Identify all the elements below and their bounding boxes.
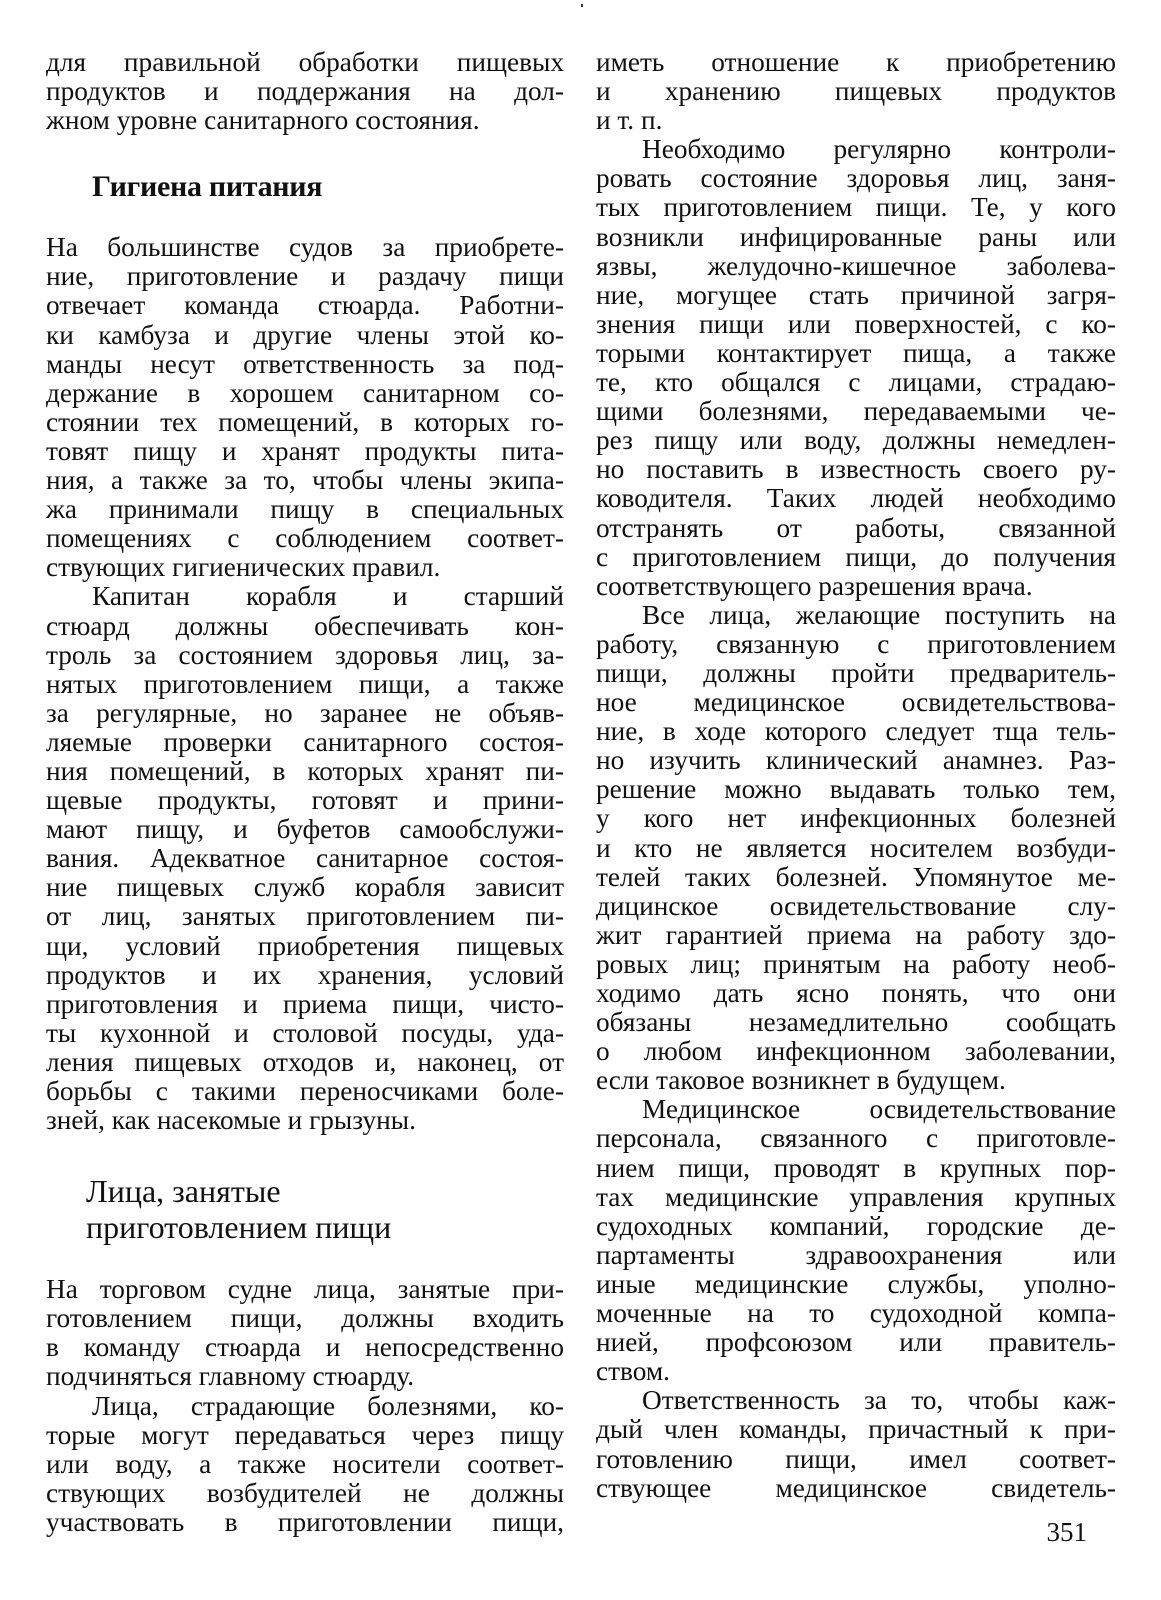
text-line: моченные на то судоходной компа- — [596, 1299, 1116, 1329]
text-line: держание в хорошем санитарном со- — [46, 378, 564, 408]
text-line: Ответственность за то, чтобы каж- — [642, 1386, 1116, 1416]
text-line: с приготовлением пищи, до получения — [596, 542, 1116, 572]
text-line: дый член команды, причастный к при- — [596, 1415, 1116, 1445]
text-line: решение можно выдавать только тем, — [596, 775, 1116, 805]
text-line: подчиняться главному стюарду. — [46, 1362, 415, 1392]
text-line: иные медицинские службы, уполно- — [596, 1269, 1116, 1299]
heading-line: Лица, занятые — [86, 1173, 281, 1210]
text-line: помещениях с соблюдением соответ- — [46, 524, 564, 554]
text-line: судоходных компаний, городские де- — [596, 1211, 1116, 1241]
text-line: ние, приготовление и раздачу пищи — [46, 262, 564, 292]
text-line: или воду, а также носители соответ- — [46, 1449, 564, 1479]
text-line: для правильной обработки пищевых — [46, 48, 564, 77]
text-line: ствующее медицинское свидетель- — [596, 1473, 1116, 1503]
section-heading-food-handlers — [46, 1173, 564, 1245]
right-intro-paragraph — [596, 48, 1116, 135]
text-line: работу, связанную с приготовлением — [596, 629, 1116, 659]
text-line: от лиц, занятых приготовлением пи- — [46, 902, 564, 932]
text-line: соответствующего разрешения врача. — [596, 571, 1033, 601]
text-line: готовлением пищи, должны входить — [46, 1304, 564, 1334]
section-heading-hygiene: Гигиена питания — [92, 170, 323, 204]
scan-speck — [581, 4, 583, 7]
text-line: нятых приготовлением пищи, а также — [46, 669, 564, 699]
text-line: Необходимо регулярно контроли- — [642, 135, 1116, 165]
text-line: щевые продукты, готовят и прини- — [46, 786, 564, 816]
text-line: у кого нет инфекционных болезней — [596, 804, 1116, 834]
right-paragraph-1 — [596, 135, 1116, 601]
left-paragraph-2 — [46, 582, 564, 1135]
text-line: борьбы с такими переносчиками боле- — [46, 1077, 564, 1106]
text-line: в команду стюарда и непосредственно — [46, 1333, 564, 1363]
text-line: жном уровне санитарного состояния. — [46, 106, 480, 136]
text-line: знения пищи или поверхностей, с ко- — [596, 309, 1116, 339]
text-line: и кто не является носителем возбуди- — [596, 833, 1116, 863]
text-line: но поставить в известность своего ру- — [596, 455, 1116, 485]
right-column — [596, 48, 1116, 1503]
text-line: ровать состояние здоровья лиц, заня- — [596, 164, 1116, 194]
text-line: готовлению пищи, имел соответ- — [596, 1444, 1116, 1474]
text-line: если таковое возникнет в будущем. — [596, 1066, 1006, 1096]
heading-line: приготовлением пищи — [86, 1209, 392, 1246]
text-line: Капитан корабля и старший — [92, 582, 564, 612]
left-paragraph-3 — [46, 1275, 564, 1391]
text-line: отстранять от работы, связанной — [596, 513, 1116, 543]
page-number: 351 — [1046, 1517, 1087, 1547]
text-line: вания. Адекватное санитарное состоя- — [46, 844, 564, 874]
text-line: иметь отношение к приобретению — [596, 48, 1116, 77]
text-line: ние пищевых служб корабля зависит — [46, 873, 564, 903]
text-line: отвечает команда стюарда. Работни- — [46, 291, 564, 321]
text-line: троль за состоянием здоровья лиц, за- — [46, 640, 564, 670]
text-line: щи, условий приобретения пищевых — [46, 931, 564, 961]
text-line: ния, а также за то, чтобы члены экипа- — [46, 466, 564, 496]
right-paragraph-2 — [596, 601, 1116, 1096]
text-line: ляемые проверки санитарного состоя- — [46, 727, 564, 757]
text-line: участвовать в приготовлении пищи, — [46, 1507, 564, 1537]
text-line: продуктов и поддержания на дол- — [46, 77, 564, 107]
right-paragraph-4 — [596, 1386, 1116, 1502]
left-intro-paragraph — [46, 48, 564, 135]
text-line: жит гарантией приема на работу здо- — [596, 920, 1116, 950]
text-line: тых приготовлением пищи. Те, у кого — [596, 193, 1116, 223]
text-line: товят пищу и хранят продукты пита- — [46, 436, 564, 466]
text-line: приготовления и приема пищи, чисто- — [46, 989, 564, 1019]
text-line: ки камбуза и другие члены этой ко- — [46, 320, 564, 350]
left-paragraph-1 — [46, 233, 564, 582]
text-line: и хранению пищевых продуктов — [596, 77, 1116, 107]
left-column — [46, 48, 564, 1537]
text-line: пищи, должны пройти предваритель- — [596, 658, 1116, 688]
text-line: ходимо дать ясно понять, что они — [596, 979, 1116, 1008]
text-line: тах медицинские управления крупных — [596, 1182, 1116, 1212]
text-line: ством. — [596, 1357, 670, 1387]
text-line: Лица, страдающие болезнями, ко- — [92, 1391, 564, 1421]
text-line: ровых лиц; принятым на работу необ- — [596, 949, 1116, 979]
text-line: партаменты здравоохранения или — [596, 1240, 1116, 1270]
text-line: телей таких болезней. Упомянутое ме- — [596, 862, 1116, 892]
text-line: язвы, желудочно-кишечное заболева- — [596, 251, 1116, 281]
text-line: зней, как насекомые и грызуны. — [46, 1106, 416, 1136]
text-line: торые могут передаваться через пищу — [46, 1420, 564, 1450]
text-line: стоянии тех помещений, в которых го- — [46, 407, 564, 437]
text-line: манды несут ответственность за под- — [46, 349, 564, 379]
text-line: о любом инфекционном заболевании, — [596, 1037, 1116, 1067]
text-line: ние, в ходе которого следует тща тель- — [596, 717, 1116, 747]
text-line: На большинстве судов за приобрете- — [46, 233, 564, 263]
text-line: возникли инфицированные раны или — [596, 222, 1116, 252]
text-line: На торговом судне лица, занятые при- — [46, 1275, 564, 1305]
text-line: стюард должны обеспечивать кон- — [46, 611, 564, 641]
text-line: обязаны незамедлительно сообщать — [596, 1008, 1116, 1038]
text-line: ния помещений, в которых хранят пи- — [46, 756, 564, 786]
text-line: мают пищу, и буфетов самообслужи- — [46, 815, 564, 845]
text-line: Медицинское освидетельствование — [642, 1095, 1116, 1125]
text-line: щими болезнями, передаваемыми че- — [596, 397, 1116, 427]
right-paragraph-3 — [596, 1095, 1116, 1386]
text-line: ствующих гигиенических правил. — [46, 553, 441, 583]
text-line: дицинское освидетельствование слу- — [596, 891, 1116, 921]
left-paragraph-4 — [46, 1392, 564, 1537]
text-line: за регулярные, но заранее не объяв- — [46, 698, 564, 728]
text-line: и т. п. — [596, 106, 663, 136]
text-line: ководителя. Таких людей необходимо — [596, 484, 1116, 514]
text-line: ствующих возбудителей не должны — [46, 1478, 564, 1508]
text-line: рез пищу или воду, должны немедлен- — [596, 426, 1116, 456]
text-line: Все лица, желающие поступить на — [642, 600, 1116, 630]
text-line: ное медицинское освидетельствова- — [596, 688, 1116, 718]
text-line: те, кто общался с лицами, страдаю- — [596, 368, 1116, 398]
text-line: ние, могущее стать причиной загря- — [596, 280, 1116, 310]
text-line: ления пищевых отходов и, наконец, от — [46, 1047, 564, 1077]
text-line: нией, профсоюзом или правитель- — [596, 1328, 1116, 1358]
text-line: жа принимали пищу в специальных — [46, 495, 564, 525]
text-line: но изучить клинический анамнез. Раз- — [596, 746, 1116, 776]
text-line: ты кухонной и столовой посуды, уда- — [46, 1018, 564, 1048]
text-line: торыми контактирует пища, а также — [596, 338, 1116, 368]
text-line: нием пищи, проводят в крупных пор- — [596, 1153, 1116, 1183]
text-line: персонала, связанного с приготовле- — [596, 1124, 1116, 1154]
text-line: продуктов и их хранения, условий — [46, 960, 564, 990]
